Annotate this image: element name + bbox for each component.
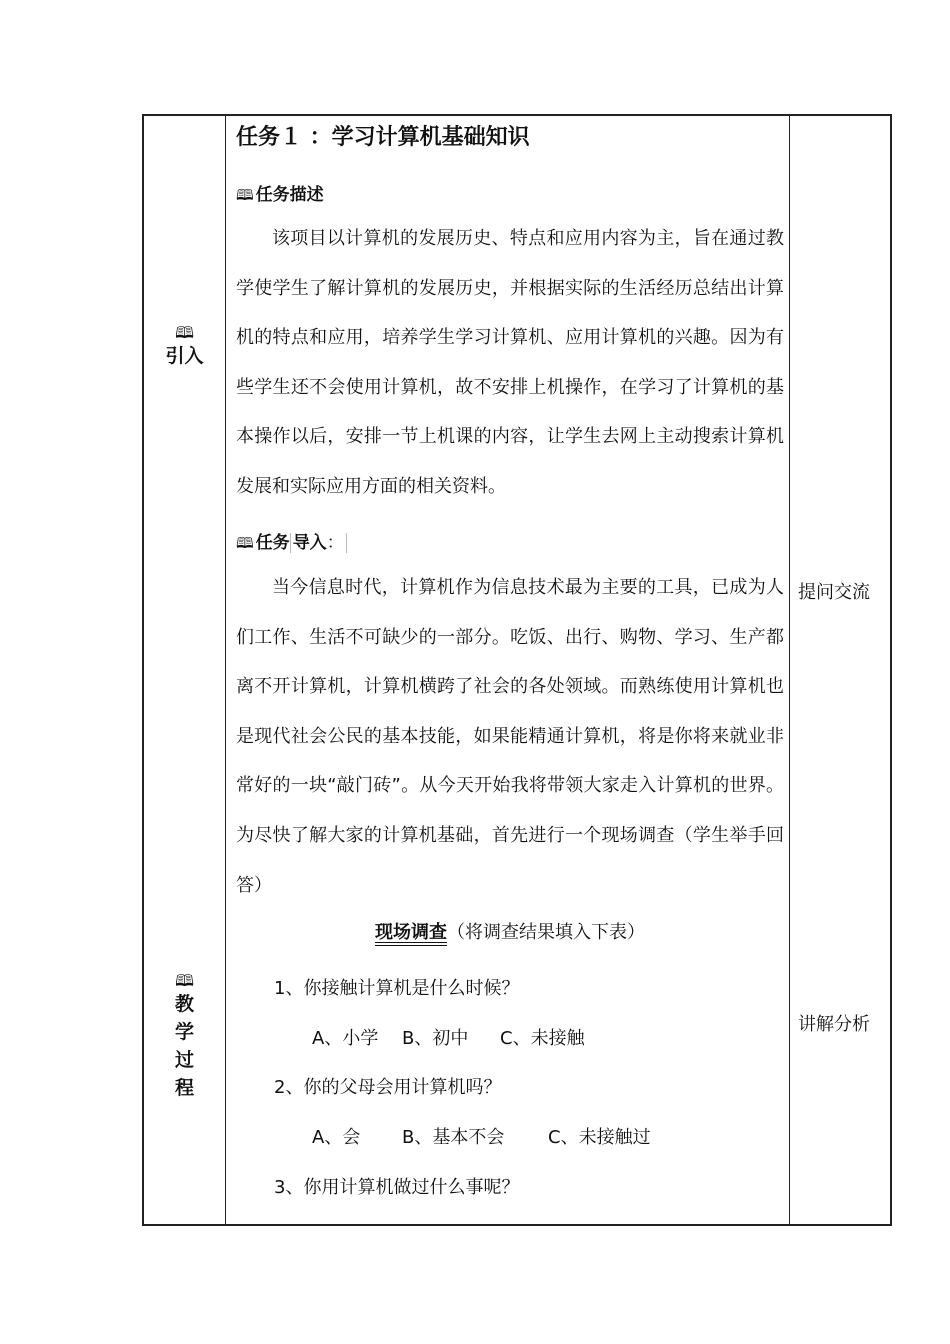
- option: B、基本不会: [402, 1127, 505, 1148]
- process-char: 过: [174, 1049, 194, 1071]
- section-title-a: 任务: [255, 533, 290, 553]
- survey-subtitle: （将调查结果填入下表）: [447, 922, 645, 943]
- process-char: 学: [174, 1021, 194, 1043]
- book-icon: 🕮: [236, 534, 254, 552]
- column-divider: [789, 116, 790, 1224]
- survey-options: [312, 1024, 585, 1050]
- book-icon: 🕮: [175, 323, 194, 342]
- book-icon: 🕮: [236, 186, 254, 204]
- option: A、会: [312, 1127, 361, 1148]
- process-char: 教: [174, 993, 194, 1015]
- intro-label: [144, 324, 225, 370]
- description-paragraph: 该项目以计算机的发展历史、特点和应用内容为主，旨在通过教学使学生了解计算机的发展历史，并根据实际的生活经历总结出计算机的特点和应用，培养学生学习计算机、应用计算机的兴趣。因为有些学生还不会使用计算机，故不安排上机操作，在学习了计算机的基本操作以后，安排一节上机课的内容，让学生去网上主动搜索计算机发展和实际应用方面的相关资料。: [236, 228, 784, 497]
- section-title-b: 导入: [292, 533, 327, 553]
- option: B、初中: [402, 1028, 469, 1049]
- teaching-method-note: 提问交流: [798, 582, 870, 603]
- process-label: [144, 972, 225, 1102]
- intro-label-text: 引入: [165, 345, 204, 367]
- introduction-paragraph: 当今信息时代，计算机作为信息技术最为主要的工具，已成为人们工作、生活不可缺少的一部分。吃饭、出行、购物、学习、生产都离不开计算机，计算机横跨了社会的各处领域。而熟练使用计算机也是现代社会公民的基本技能，如果能精通计算机，将是你将来就业非常好的一块“敲门砖”。从今天开始我将带领大家走入计算机的世界。为尽快了解大家的计算机基础，首先进行一个现场调查（学生举手回答）: [236, 577, 784, 896]
- survey-title: 现场调查: [375, 922, 447, 943]
- teaching-method-note: 讲解分析: [798, 1014, 870, 1035]
- lesson-plan-table: [142, 114, 892, 1226]
- option: A、小学: [312, 1028, 379, 1049]
- option: C、未接触: [500, 1028, 585, 1049]
- section-task-description: [236, 180, 324, 210]
- survey-heading: [236, 918, 784, 944]
- survey-question: 1、你接触计算机是什么时候？: [274, 978, 520, 999]
- option: C、未接触过: [548, 1127, 651, 1148]
- section-title: 任务描述: [255, 185, 324, 205]
- survey-question: 2、你的父母会用计算机吗？: [274, 1077, 502, 1098]
- book-icon: 🕮: [175, 971, 194, 990]
- survey-options: [312, 1123, 651, 1149]
- process-char: 程: [174, 1077, 194, 1099]
- task-title: 任务１ ：学习计算机基础知识: [236, 125, 530, 150]
- section-task-introduction: [236, 528, 347, 558]
- column-divider: [225, 116, 226, 1224]
- section-colon: ：: [326, 533, 344, 553]
- survey-question: 3、你用计算机做过什么事呢？: [274, 1177, 520, 1198]
